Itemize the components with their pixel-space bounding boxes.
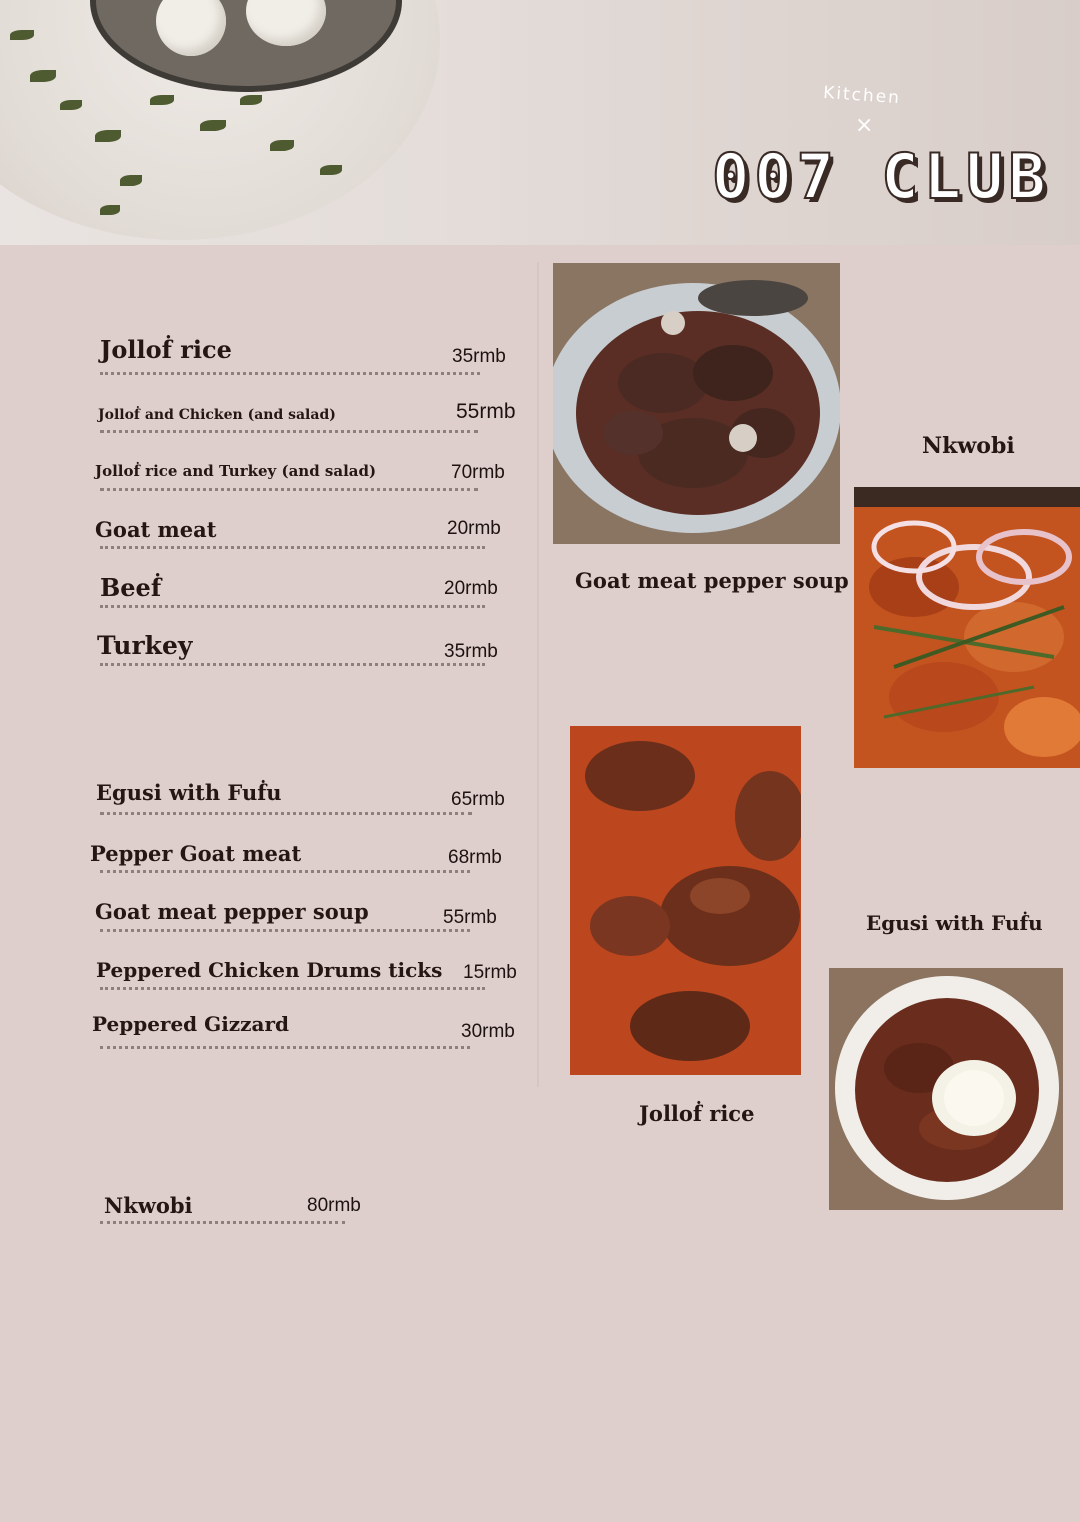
goat-meat-pepper-soup-photo (553, 263, 840, 544)
leader-dots (100, 546, 485, 549)
photo-caption: Nkwobi (922, 433, 1015, 459)
menu-item-price: 30rmb (461, 1021, 515, 1042)
menu-item-price: 35rmb (444, 641, 498, 662)
menu-item-name: Nkwobi (104, 1193, 193, 1218)
menu-item-name: Pepper Goat meat (90, 841, 302, 866)
egusi-fufu-photo (829, 968, 1063, 1210)
menu-item-name: Jolloḟ rice (100, 335, 232, 364)
leader-dots (100, 605, 485, 608)
column-divider (537, 262, 539, 1087)
leader-dots (100, 1046, 470, 1049)
menu-item-name: Peppered Gizzard (92, 1012, 290, 1036)
leader-dots (100, 812, 472, 815)
leader-dots (100, 929, 470, 932)
menu-item-name: Jolloḟ rice and Turkey (and salad) (95, 462, 377, 480)
menu-item-price: 20rmb (444, 578, 498, 599)
leader-dots (100, 430, 478, 433)
leader-dots (100, 1221, 345, 1224)
menu-item-price: 20rmb (447, 518, 501, 539)
menu-item-price: 55rmb (443, 907, 497, 928)
menu-item-price: 55rmb (456, 400, 516, 423)
photo-caption: Egusi with Fuḟu (866, 911, 1043, 935)
menu-item-price: 70rmb (451, 462, 505, 483)
menu-item-price: 15rmb (463, 962, 517, 983)
menu-item-name: Beeḟ (100, 573, 162, 602)
jollof-rice-image (570, 726, 801, 1075)
menu-item-name: Jolloḟ and Chicken (and salad) (98, 407, 336, 423)
menu-item-price: 65rmb (451, 789, 505, 810)
egusi-fufu-image (829, 968, 1063, 1210)
leader-dots (100, 488, 478, 491)
brand-name: 007 CLUB (712, 140, 1051, 213)
jollof-rice-photo (570, 726, 801, 1075)
menu-item-price: 68rmb (448, 847, 502, 868)
menu-item-price: 35rmb (452, 346, 506, 367)
header-banner (0, 0, 1080, 245)
nkwobi-photo (854, 487, 1080, 768)
nkwobi-image (854, 487, 1080, 768)
menu-item-name: Goat meat (95, 517, 217, 542)
menu-item-name: Goat meat pepper soup (95, 899, 369, 924)
leader-dots (100, 987, 485, 990)
brand-kitchen-label: Kitchen (822, 82, 902, 109)
menu-item-price: 80rmb (307, 1195, 361, 1216)
photo-caption: Goat meat pepper soup (575, 568, 849, 593)
leader-dots (100, 870, 470, 873)
goat-meat-pepper-soup-image (553, 263, 840, 544)
photo-caption: Jolloḟ rice (639, 1101, 755, 1126)
leader-dots (100, 372, 480, 375)
menu-item-name: Egusi with Fuḟu (96, 780, 282, 805)
brand-separator: × (855, 113, 874, 138)
menu-item-name: Turkey (97, 631, 193, 660)
leader-dots (100, 663, 485, 666)
menu-item-name: Peppered Chicken Drums ticks (96, 958, 443, 982)
